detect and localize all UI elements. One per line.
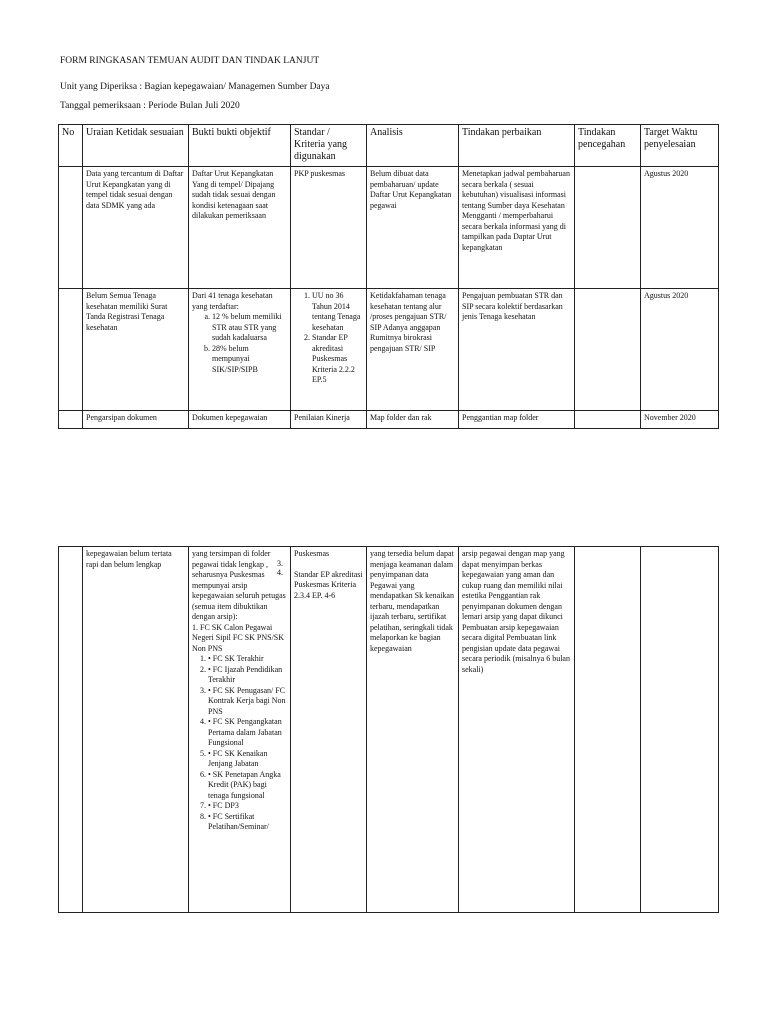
standar-cell: Penilaian Kinerja (291, 411, 367, 429)
pencegahan-cell (575, 547, 641, 913)
pencegahan-cell (575, 289, 641, 411)
perbaikan-cell: Menetapkan jadwal pembaharuan secara berkala ( sesuai kebutuhan) visualisasi informasi tentang Sumber daya Kesehatan Mengganti / memperbaharui secara berkala informasi yang di tampilkan pada Daptar Urut kepangkatan (459, 167, 575, 289)
standar-numbering: 3. 4. (277, 559, 283, 577)
audit-table (58, 124, 719, 429)
audit-table-continuation (58, 546, 719, 913)
col-target-header: Target Waktu penyelesaian (641, 125, 719, 167)
list-item: 1. • FC SK Terakhir (208, 654, 287, 665)
standar-item-2: 2. Standar EP akreditasi Puskesmas Kriteria 2.2.2 EP.5 (312, 333, 363, 386)
date-line: Tanggal pemeriksaan : Periode Bulan Juli 2020 (60, 101, 240, 111)
bukti-intro: yang tersimpan di folder pegawai tidak lengkap , seharusnya Puskesmas mempunyai arsip kepegawaian seluruh petugas (semua item dibuktikan dengan arsip): (192, 549, 286, 621)
bukti-cell: Dokumen kepegawaian (189, 411, 291, 429)
list-item: 4. • FC SK Pengangkatan Pertama dalam Jabatan Fungsional (208, 717, 287, 749)
uraian-cell: Pengarsipan dokumen (83, 411, 189, 429)
standar-cell (277, 547, 367, 913)
col-no-header: No (59, 125, 83, 167)
bukti-cell (189, 547, 291, 913)
list-item: 2. • FC Ijazah Pendidikan Terakhir (208, 665, 287, 686)
list-item: 6. • SK Penetapan Angka Kredit (PAK) bagi tenaga fungsional (208, 770, 287, 802)
list-item: 7. • FC DP3 (208, 801, 287, 812)
uraian-cell: Belum Semua Tenaga kesehatan memiliki Surat Tanda Registrasi Tenaga kesehatan (83, 289, 189, 411)
standar-cell (291, 289, 367, 411)
list-item: 5. • FC SK Kenaikan Jenjang Jabatan (208, 749, 287, 770)
target-cell: November 2020 (641, 411, 719, 429)
standar-item-2: Standar EP akreditasi Puskesmas Kriteria 2.3.4 EP. 4-6 (294, 569, 363, 600)
col-pencegahan-header: Tindakan pencegahan (575, 125, 641, 167)
list-item: 8. • FC Sertifikat Pelatihan/Seminar/ (208, 812, 287, 833)
list-item: 3. • FC SK Penugasan/ FC Kontrak Kerja bagi Non PNS (208, 686, 287, 718)
analisis-cell: yang tersedia belum dapat menjaga keamanan dalam penyimpanan data Pegawai yang mendapatkan Sk kenaikan terbaru, mendapatkan ijazah terbaru, sertifikat pelatihan, seringkali tidak melaporkan ke bagian kepegawaian (367, 547, 459, 913)
bukti-intro: Dari 41 tenaga kesehatan yang terdaftar: (192, 291, 273, 311)
header-row (59, 125, 719, 167)
table-row (59, 547, 719, 913)
col-perbaikan-header: Tindakan perbaikan (459, 125, 575, 167)
pencegahan-cell (575, 167, 641, 289)
pencegahan-cell (575, 411, 641, 429)
standar-cell: PKP puskesmas (291, 167, 367, 289)
bukti-cell (189, 289, 291, 411)
bukti-cell: Daftar Urut Kepangkatan Yang di tempel/ Dipajang sudah tidak sesuai dengan kondisi ketenagaan saat dilakukan pemeriksaan (189, 167, 291, 289)
table-row (59, 167, 719, 289)
form-title: FORM RINGKASAN TEMUAN AUDIT DAN TINDAK LANJUT (60, 56, 320, 66)
target-cell: Agustus 2020 (641, 167, 719, 289)
col-bukti-header: Bukti bukti objektif (189, 125, 291, 167)
table-row (59, 411, 719, 429)
uraian-cell: kepegawaian belum tertata rapi dan belum lengkap (83, 547, 189, 913)
bukti-item-b: b. 28% belum mempunyai SIK/SIP/SIPB (212, 344, 287, 376)
analisis-cell: Ketidakfahaman tenaga kesehatan tentang alur /proses pengajuan STR/ SIP Adanya anggapan Rumitnya birokrasi pengajuan STR/ SIP (367, 289, 459, 411)
standar-item-1: Puskesmas (294, 549, 330, 558)
analisis-cell: Belum dibuat data pembaharuan/ update Daftar Urut Kepangkatan pegawai (367, 167, 459, 289)
col-standar-header: Standar / Kriteria yang digunakan (291, 125, 367, 167)
uraian-cell: Data yang tercantum di Daftar Urut Kepangkatan yang di tempel tidak sesuai dengan data SDMK yang ada (83, 167, 189, 289)
col-analisis-header: Analisis (367, 125, 459, 167)
perbaikan-cell: arsip pegawai dengan map yang dapat menyimpan berkas kepegawaian yang aman dan cukup ruang dan memiliki nilai estetika Penggantian rak penyimpanan dokumen dengan lemari arsip yang dapat dikunci Pembuatan arsip kepegawaian secara digital Pembuatan link pengisian update data pegawai secara periodik (misalnya 6 bulan sekali) (459, 547, 575, 913)
col-uraian-header: Uraian Ketidak sesuaian (83, 125, 189, 167)
perbaikan-cell: Pengajuan pembuatan STR dan SIP secara kolektif berdasarkan jenis Tenaga kesehatan (459, 289, 575, 411)
table-row (59, 289, 719, 411)
target-cell (641, 547, 719, 913)
analisis-cell: Map folder dan rak (367, 411, 459, 429)
unit-line: Unit yang Diperiksa : Bagian kepegawaian/ Managemen Sumber Daya (60, 82, 330, 92)
target-cell: Agustus 2020 (641, 289, 719, 411)
perbaikan-cell: Penggantian map folder (459, 411, 575, 429)
bukti-item-a: a. 12 % belum memiliki STR atau STR yang sudah kadaluarsa (212, 312, 287, 344)
standar-item-1: 1. UU no 36 Tahun 2014 tentang Tenaga kesehatan (312, 291, 363, 333)
bukti-sub: 1. FC SK Calon Pegawai Negeri Sipil FC SK PNS/SK Non PNS (192, 622, 285, 653)
